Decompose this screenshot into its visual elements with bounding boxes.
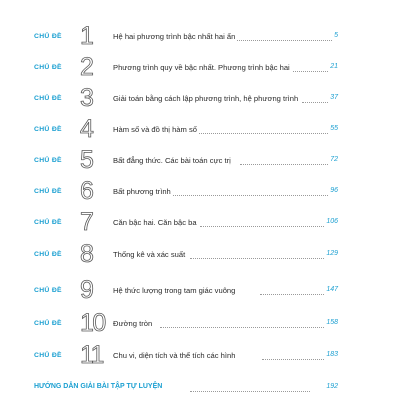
topic-number: 9 xyxy=(80,276,93,304)
topic-number: 10 xyxy=(80,309,105,337)
topic-number: 4 xyxy=(80,115,93,143)
solutions-title: HƯỚNG DẪN GIẢI BÀI TẬP TỰ LUYỆN xyxy=(34,383,163,390)
dot-leader xyxy=(290,71,328,72)
topic-title: Thống kê và xác suất xyxy=(113,250,186,259)
toc-entry-1 xyxy=(0,22,400,51)
topic-title: Căn bậc hai. Căn bậc ba xyxy=(113,218,197,227)
topic-label: CHỦ ĐỀ xyxy=(34,352,62,359)
topic-title: Đường tròn xyxy=(113,319,153,328)
page-number: 37 xyxy=(330,94,338,101)
dot-leader xyxy=(240,164,328,165)
dot-leader xyxy=(172,195,328,196)
toc-entry-9 xyxy=(0,276,400,305)
dot-leader xyxy=(232,40,332,41)
topic-label: CHỦ ĐỀ xyxy=(34,33,62,40)
topic-number: 5 xyxy=(80,146,93,174)
topic-title: Bất phương trình xyxy=(113,187,171,196)
topic-title: Phương trình quy về bậc nhất. Phương trình bậc hai xyxy=(113,63,290,72)
dot-leader xyxy=(198,133,328,134)
toc-entry-6 xyxy=(0,177,400,206)
topic-number: 7 xyxy=(80,208,93,236)
dot-leader xyxy=(262,359,324,360)
dot-leader xyxy=(160,327,324,328)
page-number: 129 xyxy=(326,250,338,257)
topic-number: 8 xyxy=(80,240,93,268)
dot-leader xyxy=(302,102,328,103)
topic-title: Chu vi, diện tích và thể tích các hình xyxy=(113,351,236,360)
topic-title: Hệ hai phương trình bậc nhất hai ẩn xyxy=(113,32,236,41)
toc-entry-8 xyxy=(0,240,400,269)
page-number: 55 xyxy=(330,125,338,132)
toc-entry-10 xyxy=(0,309,400,338)
topic-label: CHỦ ĐỀ xyxy=(34,64,62,71)
toc-entry-7 xyxy=(0,208,400,237)
page-number: 21 xyxy=(330,63,338,70)
toc-entry-solutions xyxy=(0,383,400,397)
page-number: 106 xyxy=(326,218,338,225)
topic-label: CHỦ ĐỀ xyxy=(34,126,62,133)
toc-entry-4 xyxy=(0,115,400,144)
page-number: 96 xyxy=(330,187,338,194)
topic-title: Bất đẳng thức. Các bài toán cực trị xyxy=(113,156,231,165)
toc-entry-3 xyxy=(0,84,400,113)
topic-number: 6 xyxy=(80,177,93,205)
topic-label: CHỦ ĐỀ xyxy=(34,287,62,294)
dot-leader xyxy=(190,258,324,259)
topic-label: CHỦ ĐỀ xyxy=(34,157,62,164)
page-number: 5 xyxy=(334,32,338,39)
topic-title: Giải toán bằng cách lập phương trình, hệ phương trình xyxy=(113,94,299,103)
topic-label: CHỦ ĐỀ xyxy=(34,251,62,258)
topic-number: 2 xyxy=(80,53,93,81)
topic-label: CHỦ ĐỀ xyxy=(34,320,62,327)
topic-title: Hàm số và đồ thị hàm số xyxy=(113,125,197,134)
topic-label: CHỦ ĐỀ xyxy=(34,95,62,102)
toc-entry-2 xyxy=(0,53,400,82)
topic-number: 1 xyxy=(80,22,93,50)
page-number: 192 xyxy=(326,383,338,390)
dot-leader xyxy=(260,294,324,295)
dot-leader xyxy=(200,226,324,227)
dot-leader xyxy=(190,391,310,392)
page-number: 72 xyxy=(330,156,338,163)
page-number: 147 xyxy=(326,286,338,293)
page-number: 158 xyxy=(326,319,338,326)
toc-entry-11 xyxy=(0,341,400,370)
topic-number: 3 xyxy=(80,84,93,112)
topic-label: CHỦ ĐỀ xyxy=(34,188,62,195)
topic-title: Hệ thức lượng trong tam giác vuông xyxy=(113,286,236,295)
toc-entry-5 xyxy=(0,146,400,175)
page-number: 183 xyxy=(326,351,338,358)
topic-number: 11 xyxy=(80,341,103,369)
topic-label: CHỦ ĐỀ xyxy=(34,219,62,226)
